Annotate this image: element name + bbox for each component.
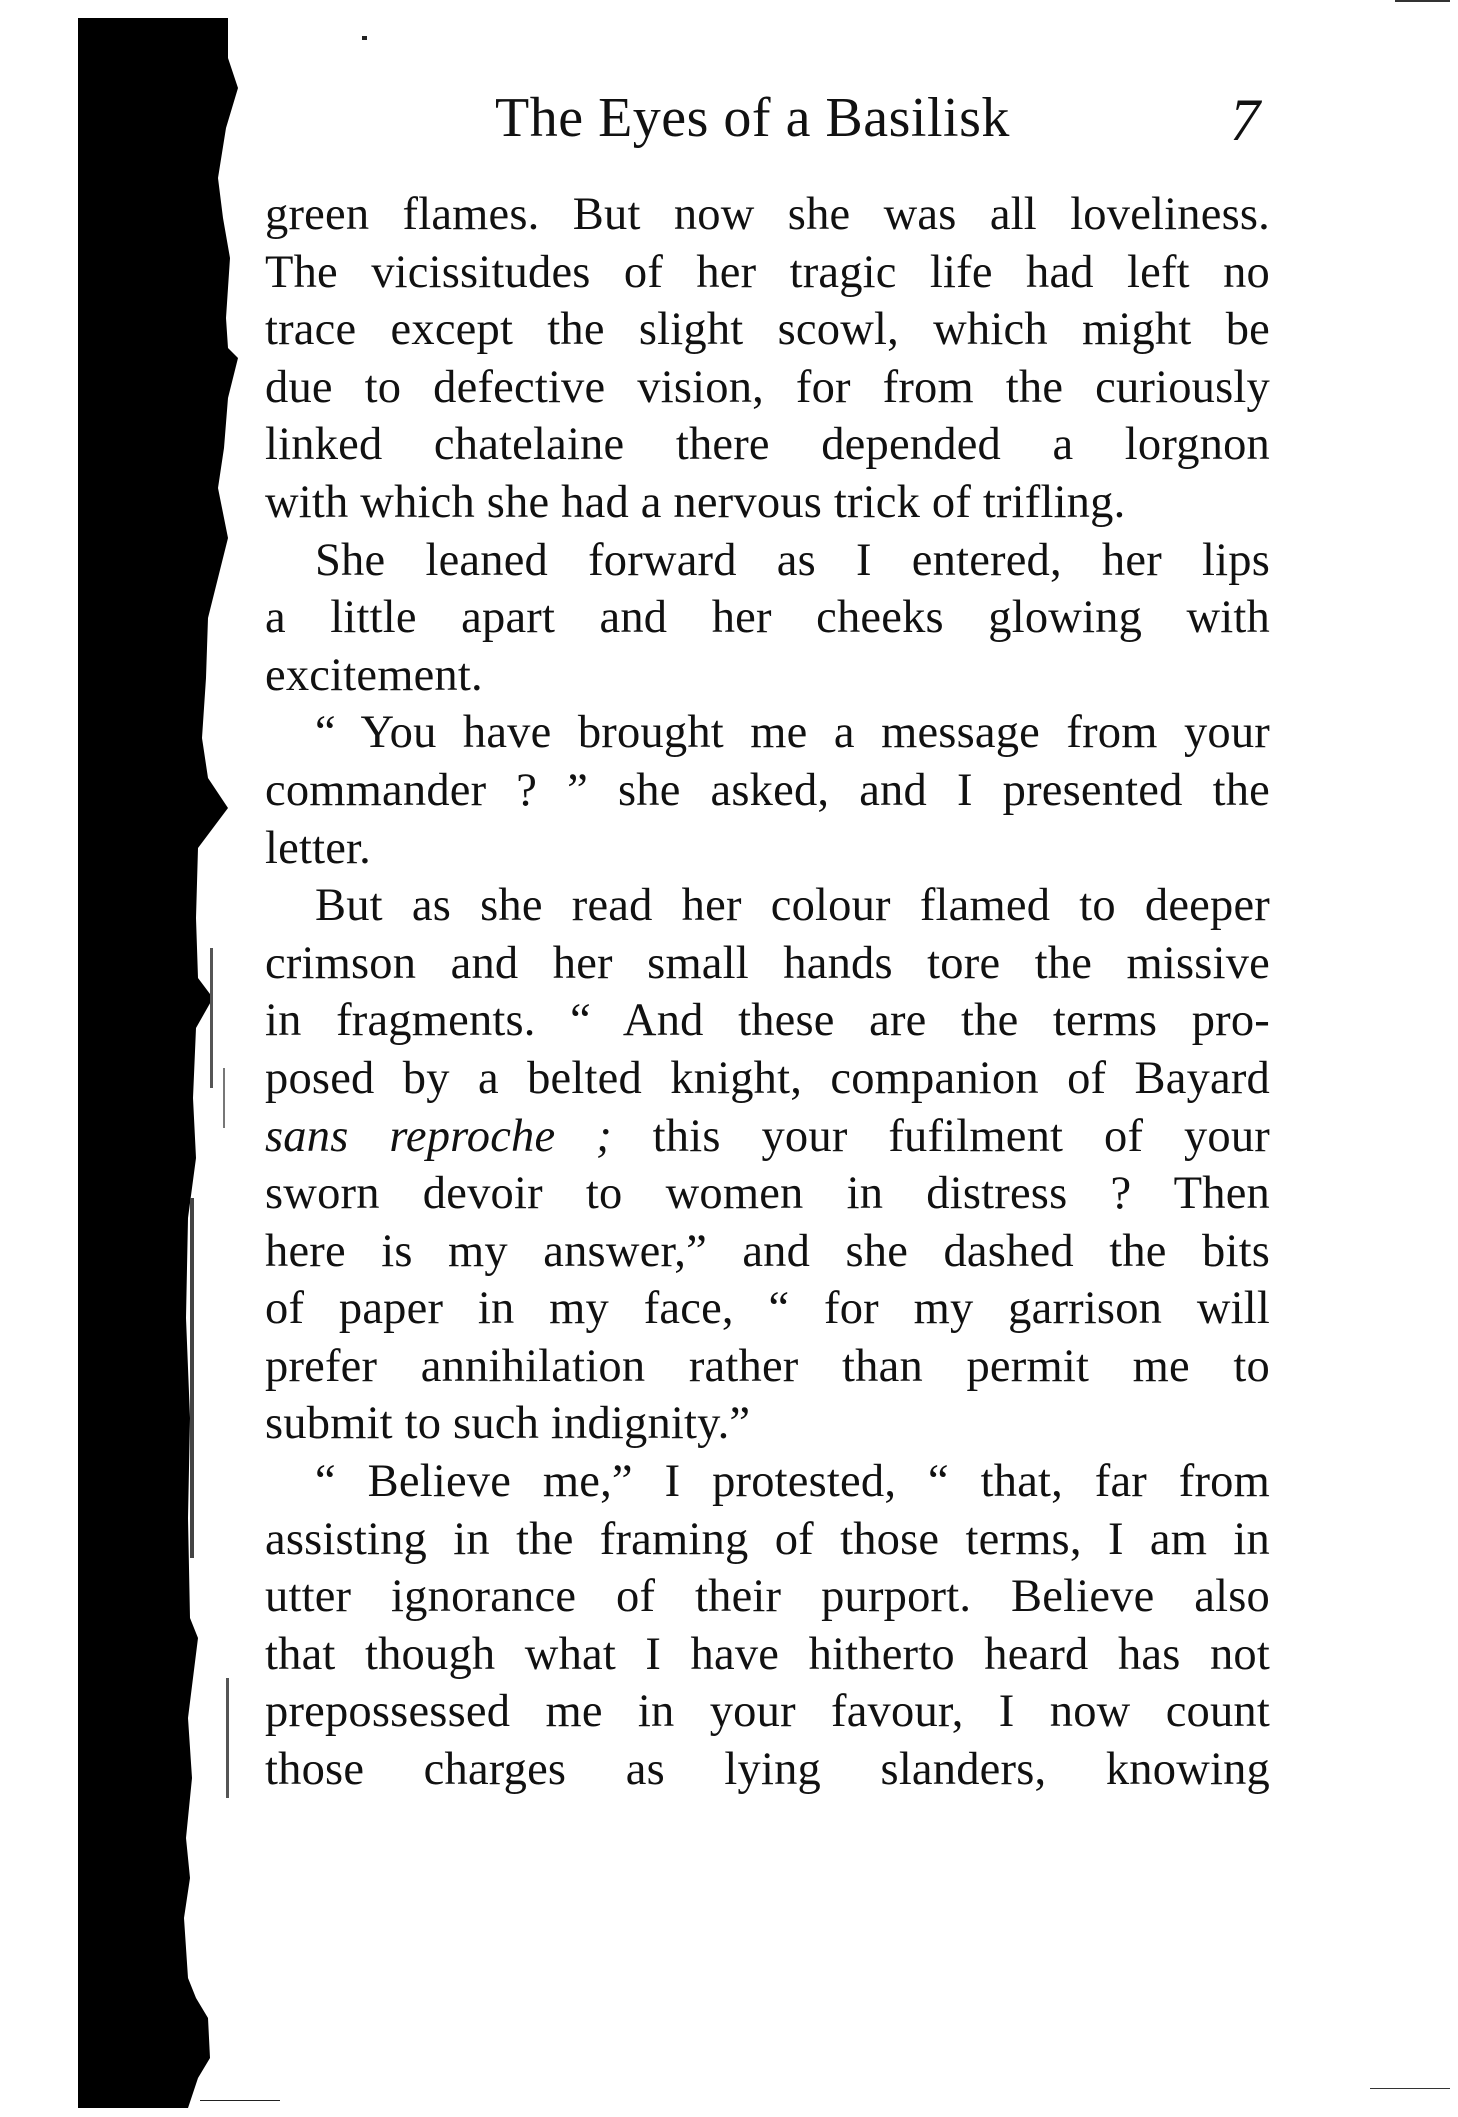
text-line: green flames. But now she was all loveliness. [265, 189, 1270, 240]
text-line: that though what I have hitherto heard has not [265, 1628, 1270, 1680]
text-line-rest: this your fufilment of your [652, 1110, 1270, 1162]
text-line: with which she had a nervous trick of trifling. [265, 476, 1126, 528]
scan-corner-rule [1395, 0, 1450, 2]
binding-shadow [78, 18, 248, 2108]
text-line: commander ? ” she asked, and I presented the [265, 764, 1270, 816]
text-line: here is my answer,” and she dashed the bits [265, 1225, 1270, 1277]
text-line: excitement. [265, 649, 483, 701]
text-line: She leaned forward as I entered, her lips [315, 534, 1270, 586]
text-line: The vicissitudes of her tragic life had left no [265, 246, 1270, 298]
text-line: But as she read her colour flamed to deeper [315, 880, 1270, 932]
text-line: those charges as lying slanders, knowing [265, 1744, 1270, 1796]
page-header [265, 78, 1270, 158]
scan-speck [362, 36, 367, 40]
body-text [265, 186, 1270, 1799]
text-line: linked chatelaine there depended a lorgnon [265, 419, 1270, 471]
text-line: trace except the slight scowl, which might be [265, 304, 1270, 356]
footer-rule-left [200, 2100, 280, 2101]
text-line: assisting in the framing of those terms, I am in [265, 1513, 1270, 1565]
text-line: in fragments. “ And these are the terms pro- [265, 995, 1270, 1047]
text-line: sworn devoir to women in distress ? Then [265, 1168, 1270, 1220]
footer-rule-right [1370, 2088, 1450, 2089]
text-line: “ You have brought me a message from your [315, 707, 1270, 759]
text-line: crimson and her small hands tore the missive [265, 937, 1270, 989]
text-line: a little apart and her cheeks glowing with [265, 592, 1270, 644]
page-number: 7 [1230, 87, 1260, 153]
text-line: posed by a belted knight, companion of Bayard [265, 1052, 1270, 1104]
text-line: “ Believe me,” I protested, “ that, far from [315, 1456, 1270, 1508]
text-line: submit to such indignity.” [265, 1398, 751, 1450]
text-line: letter. [265, 822, 371, 874]
text-line: utter ignorance of their purport. Believe also [265, 1571, 1270, 1623]
running-title: The Eyes of a Basilisk [495, 87, 1010, 149]
text-line: prepossessed me in your favour, I now count [265, 1686, 1270, 1738]
text-line: of paper in my face, “ for my garrison will [265, 1283, 1270, 1335]
text-line-mixed [265, 1108, 1270, 1166]
text-line: prefer annihilation rather than permit me to [265, 1340, 1270, 1392]
italic-phrase: sans reproche ; [265, 1110, 612, 1162]
text-line: due to defective vision, for from the curiously [265, 361, 1270, 413]
